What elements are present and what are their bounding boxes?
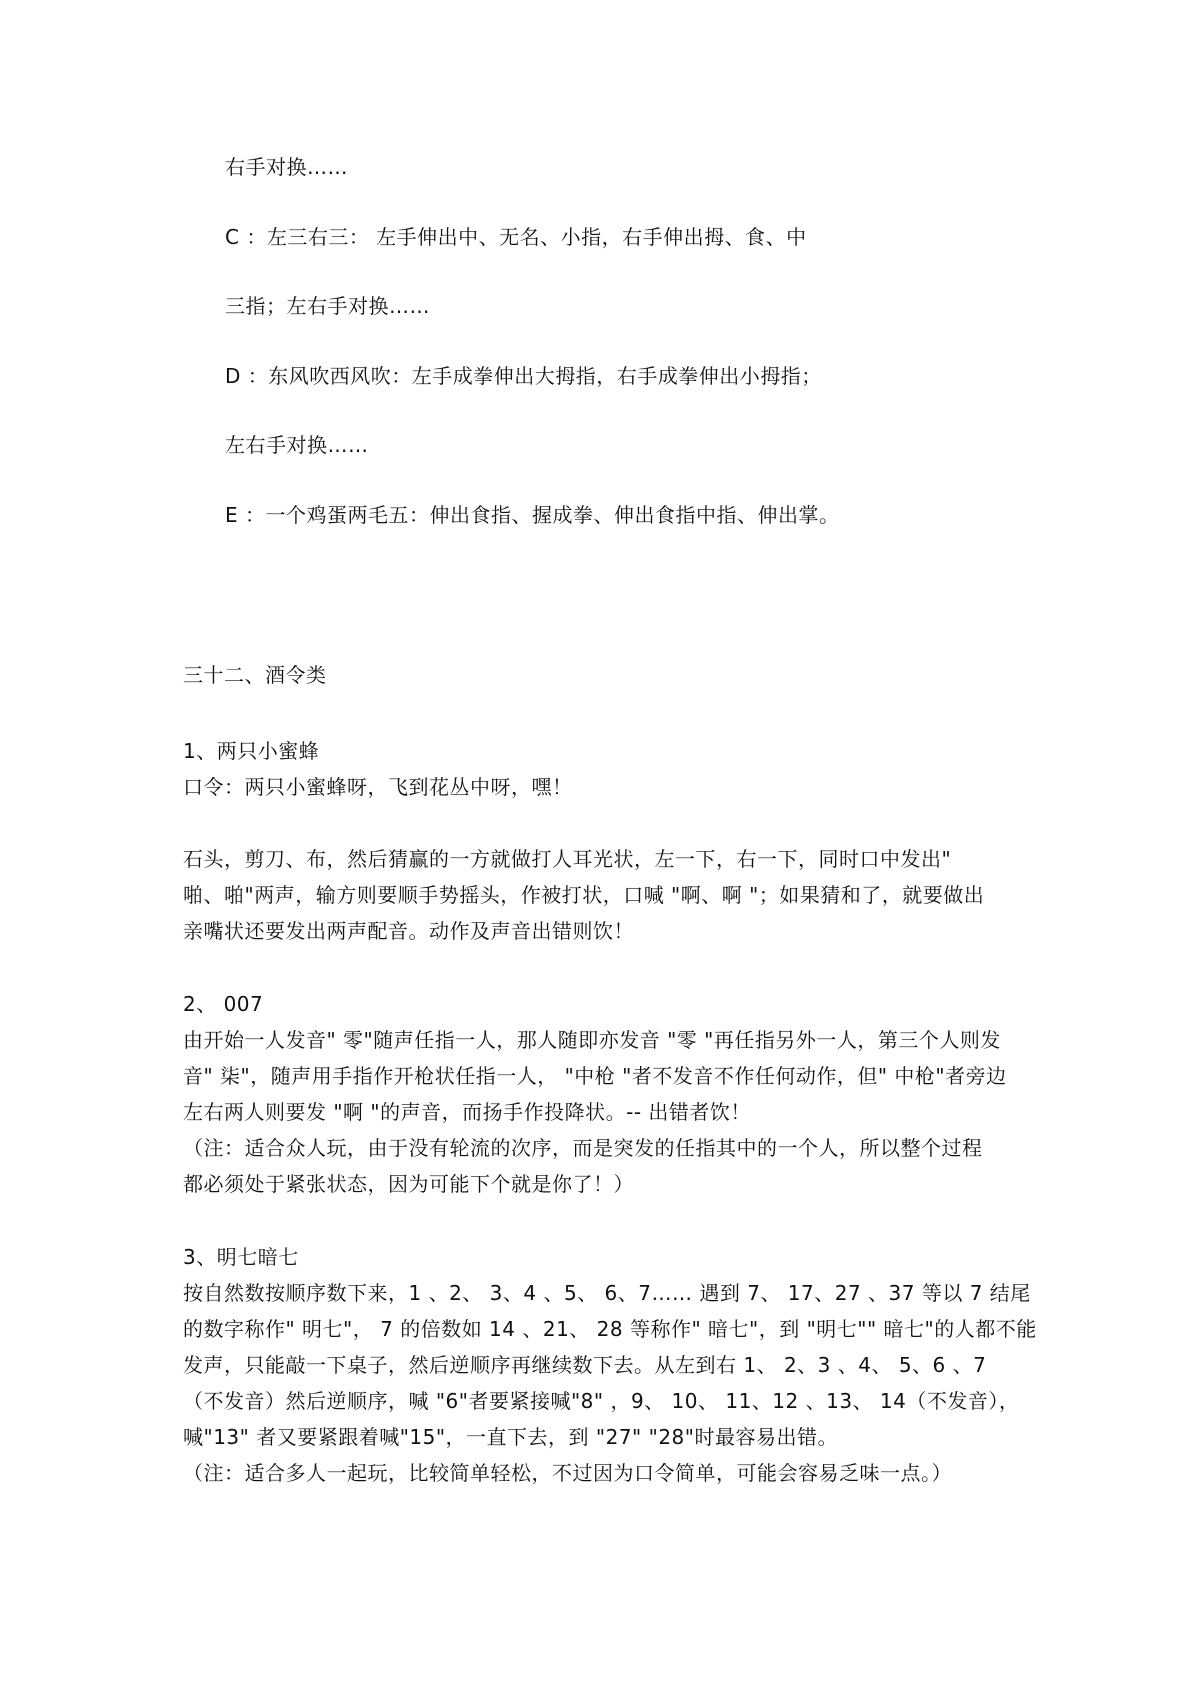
text-line: （不发音）然后逆顺序，喊 "6"者要紧接喊"8" ，9、 10、 11、12 、13、 14（不发音）， — [183, 1389, 1020, 1413]
note-line: （注：适合众人玩，由于没有轮流的次序，而是突发的任指其中的一个人，所以整个过程 — [183, 1136, 983, 1160]
item-heading: 1、两只小蜜蜂 — [183, 739, 320, 763]
text-line: 三指；左右手对换…… — [225, 294, 430, 318]
section-heading: 三十二、酒令类 — [183, 663, 327, 687]
note-line: （注：适合多人一起玩，比较简单轻松，不过因为口令简单，可能会容易乏味一点。） — [183, 1461, 952, 1485]
item-heading: 3、明七暗七 — [183, 1245, 299, 1269]
text-line: 的数字称作" 明七"， 7 的倍数如 14 、21、 28 等称作" 暗七"，到 "明七"" 暗七"的人都不能 — [183, 1317, 1037, 1341]
text-line: D ：东风吹西风吹：左手成拳伸出大拇指，右手成拳伸出小拇指； — [225, 364, 822, 388]
note-line: 都必须处于紧张状态，因为可能下个就是你了！） — [183, 1172, 634, 1196]
text-line: 啪、啪"两声，输方则要顺手势摇头，作被打状，口喊 "啊、啊 "；如果猜和了，就要做出 — [183, 883, 985, 907]
text-line: 左右两人则要发 "啊 "的声音，而扬手作投降状。-- 出错者饮！ — [183, 1100, 751, 1124]
item-heading: 2、 007 — [183, 992, 264, 1016]
text-line: 左右手对换…… — [225, 433, 369, 457]
text-line: 口令：两只小蜜蜂呀，飞到花丛中呀，嘿！ — [183, 775, 573, 799]
text-line: 喊"13" 者又要紧跟着喊"15"，一直下去，到 "27" "28"时最容易出错。 — [183, 1425, 838, 1449]
text-line: 石头，剪刀、布，然后猜赢的一方就做打人耳光状，左一下，右一下，同时口中发出" — [183, 847, 952, 871]
text-line: 亲嘴状还要发出两声配音。动作及声音出错则饮！ — [183, 919, 634, 943]
text-line: C ：左三右三： 左手伸出中、无名、小指，右手伸出拇、食、中 — [225, 225, 807, 249]
text-line: 发声，只能敲一下桌子，然后逆顺序再继续数下去。从左到右 1、 2、3 、4、 5、6 、7 — [183, 1353, 987, 1377]
text-line: 按自然数按顺序数下来，1 、2、 3、4 、5、 6、7…… 遇到 7、 17、27 、37 等以 7 结尾 — [183, 1281, 1031, 1305]
text-line: 由开始一人发音" 零"随声任指一人，那人随即亦发音 "零 "再任指另外一人，第三个人则发 — [183, 1028, 1001, 1052]
text-line: E ：一个鸡蛋两毛五：伸出食指、握成拳、伸出食指中指、伸出掌。 — [225, 503, 840, 527]
text-line: 音" 柒"，随声用手指作开枪状任指一人， "中枪 "者不发音不作任何动作，但" 中枪"者旁边 — [183, 1064, 1007, 1088]
text-line: 右手对换…… — [225, 155, 348, 179]
